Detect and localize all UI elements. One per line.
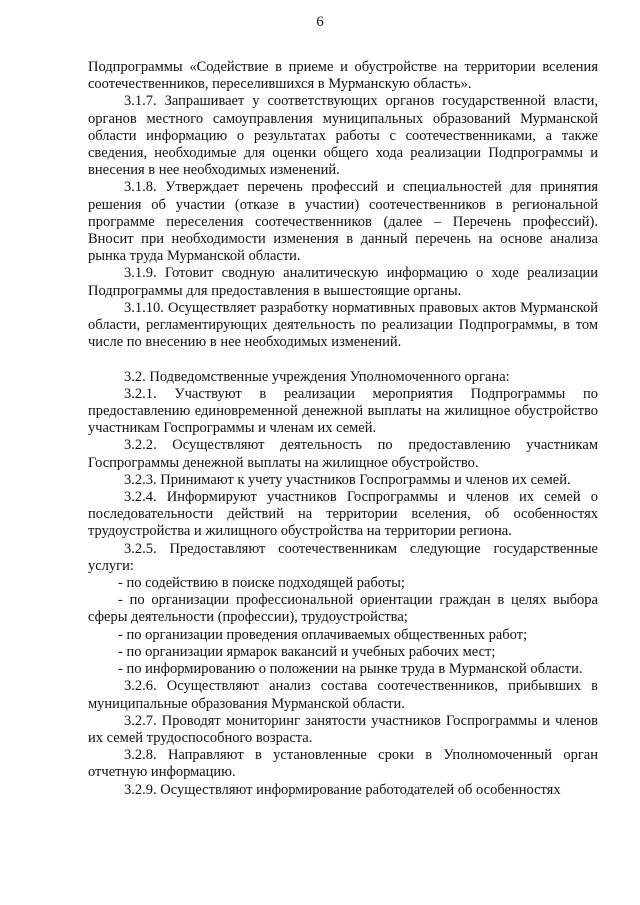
list-item: - по организации ярмарок вакансий и учебных рабочих мест; bbox=[118, 643, 496, 660]
paragraph: 3.2.9. Осуществляют информирование работодателей об особенностях bbox=[124, 781, 561, 798]
paragraph: 3.1.8. Утверждает перечень профессий и специальностей для принятия решения об участии (отказе в участии) соотечественников в региональной программе переселения соотечественников (далее – Перечень профессий). Вносит при необходимости изменения в данный перечень на основе анализа рынка труда Мурманской области. bbox=[88, 179, 598, 265]
paragraph: 3.2.6. Осуществляют анализ состава соотечественников, прибывших в муниципальные образования Мурманской области. bbox=[88, 678, 598, 712]
list-item: - по организации профессиональной ориентации граждан в целях выбора сферы деятельности (профессии), трудоустройства; bbox=[88, 592, 598, 626]
paragraph: 3.1.7. Запрашивает у соответствующих органов государственной власти, органов местного самоуправления муниципальных образований Мурманской области информацию о результатах работы с соотечественниками, а также сведения, необходимые для оценки общего хода реализации Подпрограммы и внесения в нее необходимых изменений. bbox=[88, 93, 598, 179]
paragraph: 3.2.8. Направляют в установленные сроки в Уполномоченный орган отчетную информацию. bbox=[88, 747, 598, 781]
paragraph: Подпрограммы «Содействие в приеме и обустройстве на территории вселения соотечественников, переселившихся в Мурманскую область». bbox=[88, 59, 598, 93]
list-item: - по содействию в поиске подходящей работы; bbox=[118, 575, 405, 592]
page-number: 6 bbox=[316, 14, 324, 30]
list-item: - по организации проведения оплачиваемых общественных работ; bbox=[118, 626, 528, 643]
paragraph: 3.2.5. Предоставляют соотечественникам следующие государственные услуги: bbox=[88, 540, 598, 574]
paragraph: 3.2.7. Проводят мониторинг занятости участников Госпрограммы и членов их семей трудоспособного возраста. bbox=[88, 712, 598, 746]
paragraph: 3.2.3. Принимают к учету участников Госпрограммы и членов их семей. bbox=[124, 471, 571, 488]
document-body bbox=[88, 59, 598, 799]
paragraph: 3.2.2. Осуществляют деятельность по предоставлению участникам Госпрограммы денежной выплаты на жилищное обустройство. bbox=[88, 437, 598, 471]
paragraph: 3.2. Подведомственные учреждения Уполномоченного органа: bbox=[124, 368, 510, 385]
paragraph: 3.2.1. Участвуют в реализации мероприятия Подпрограммы по предоставлению единовременной денежной выплаты на жилищное обустройство участникам Госпрограммы и членам их семей. bbox=[88, 385, 598, 437]
paragraph: 3.1.10. Осуществляет разработку нормативных правовых актов Мурманской области, регламентирующих деятельность по реализации Подпрограммы, в том числе по внесению в нее необходимых изменений. bbox=[88, 299, 598, 351]
list-item: - по информированию о положении на рынке труда в Мурманской области. bbox=[118, 661, 583, 678]
paragraph-gap bbox=[88, 351, 598, 368]
paragraph: 3.2.4. Информируют участников Госпрограммы и членов их семей о последовательности действий на территории вселения, об особенностях трудоустройства и жилищного обустройства на территории региона. bbox=[88, 489, 598, 540]
paragraph: 3.1.9. Готовит сводную аналитическую информацию о ходе реализации Подпрограммы для предоставления в вышестоящие органы. bbox=[88, 265, 598, 299]
